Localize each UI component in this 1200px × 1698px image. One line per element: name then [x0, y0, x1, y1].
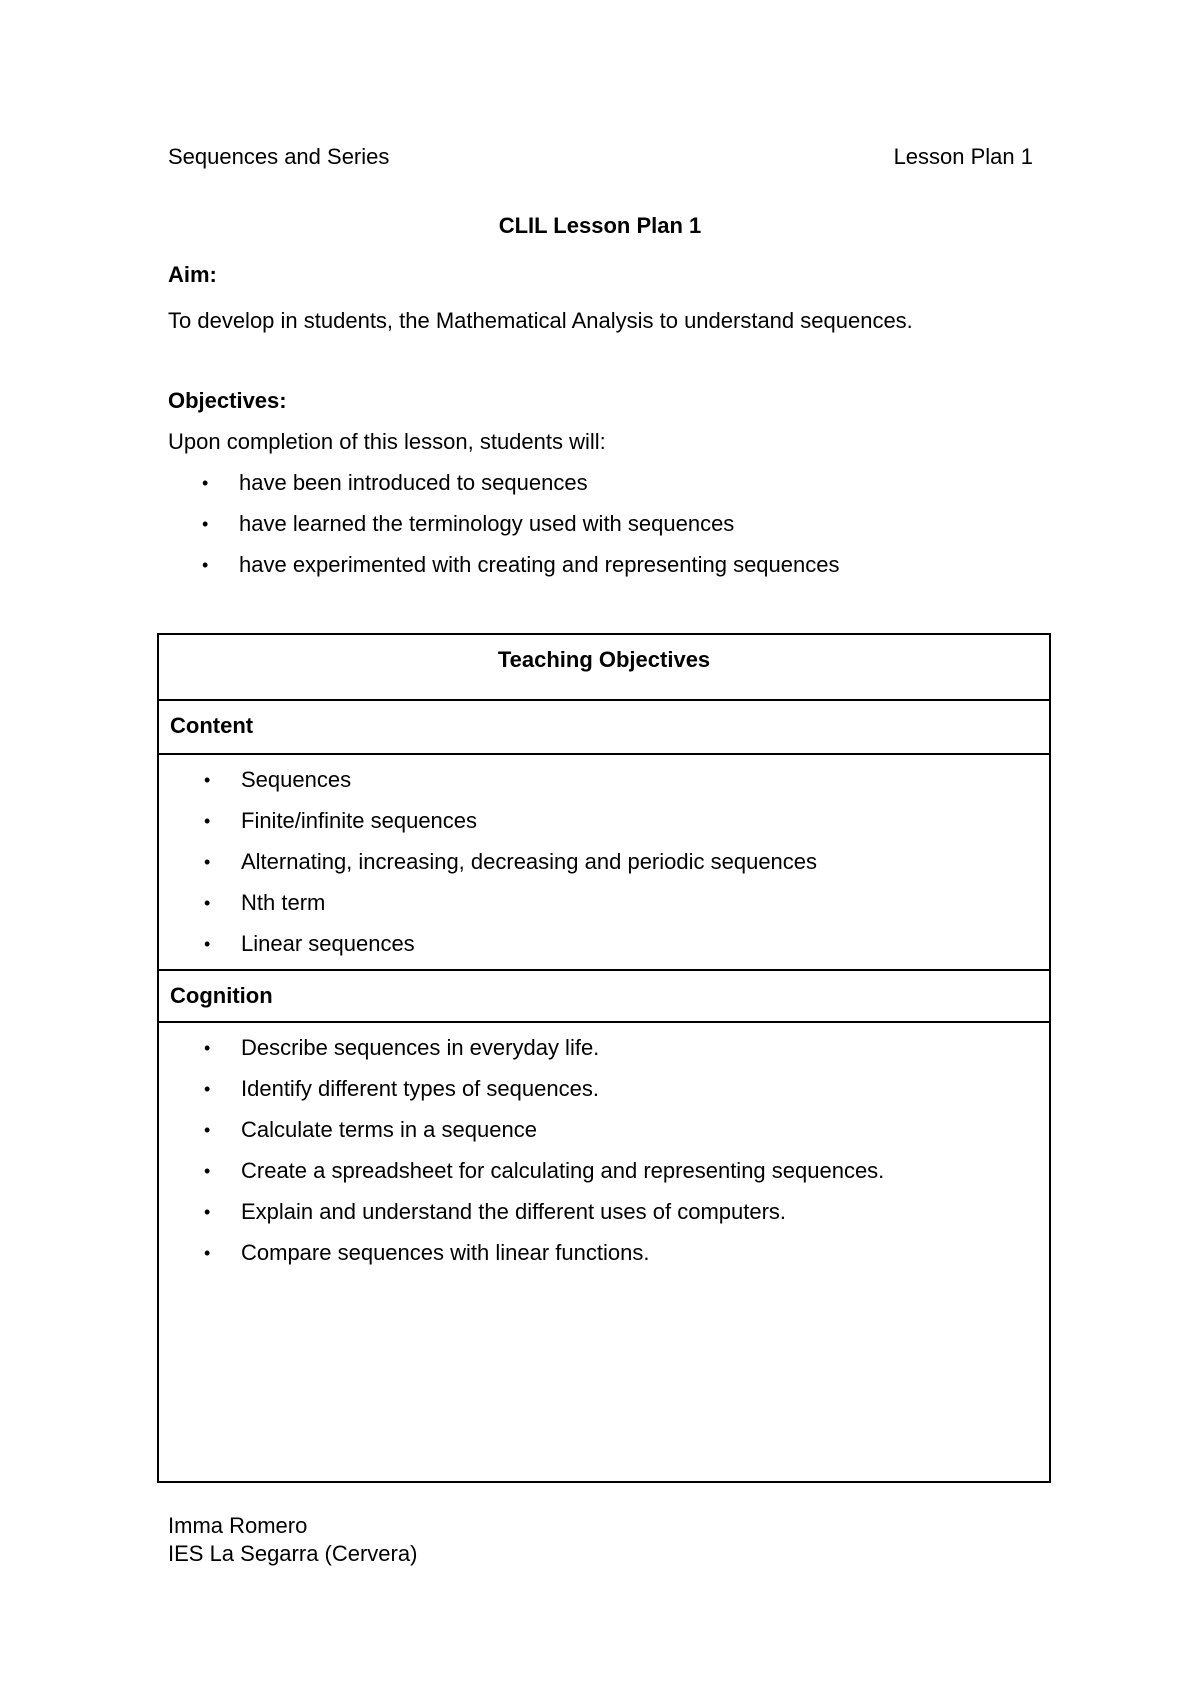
list-item: • Nth term: [170, 890, 817, 931]
list-item: • have been introduced to sequences: [168, 470, 840, 511]
objectives-label: Objectives:: [168, 388, 287, 413]
list-item: • have experimented with creating and representing sequences: [168, 552, 840, 593]
content-label: Content: [170, 713, 254, 738]
list-item: • Create a spreadsheet for calculating and representing sequences.: [170, 1158, 884, 1199]
footer-school: IES La Segarra (Cervera): [168, 1541, 418, 1566]
objectives-list: [168, 470, 840, 593]
list-item: • Compare sequences with linear functions.: [170, 1240, 884, 1281]
objectives-intro: Upon completion of this lesson, students will:: [168, 429, 606, 454]
list-item: • Identify different types of sequences.: [170, 1076, 884, 1117]
footer-author: Imma Romero: [168, 1513, 308, 1538]
aim-text: To develop in students, the Mathematical Analysis to understand sequences.: [168, 308, 913, 333]
list-item: • Finite/infinite sequences: [170, 808, 817, 849]
list-item: • Linear sequences: [170, 931, 817, 972]
header-lesson-number: Lesson Plan 1: [893, 144, 1033, 169]
table-header-row: [159, 635, 1049, 701]
list-item: • Alternating, increasing, decreasing and periodic sequences: [170, 849, 817, 890]
table-header: Teaching Objectives: [497, 647, 711, 672]
cognition-label: Cognition: [170, 983, 273, 1008]
list-item: • Sequences: [170, 767, 817, 808]
content-section-header: [159, 701, 1049, 755]
page-title: CLIL Lesson Plan 1: [498, 213, 702, 238]
teaching-objectives-table: [157, 633, 1051, 1483]
cognition-section-header: [159, 969, 1049, 1023]
header-course-title: Sequences and Series: [168, 144, 390, 169]
aim-label: Aim:: [168, 262, 217, 287]
list-item: • have learned the terminology used with sequences: [168, 511, 840, 552]
list-item: • Explain and understand the different uses of computers.: [170, 1199, 884, 1240]
list-item: • Describe sequences in everyday life.: [170, 1035, 884, 1076]
cognition-list: [170, 1035, 884, 1281]
content-list: [170, 767, 817, 972]
list-item: • Calculate terms in a sequence: [170, 1117, 884, 1158]
